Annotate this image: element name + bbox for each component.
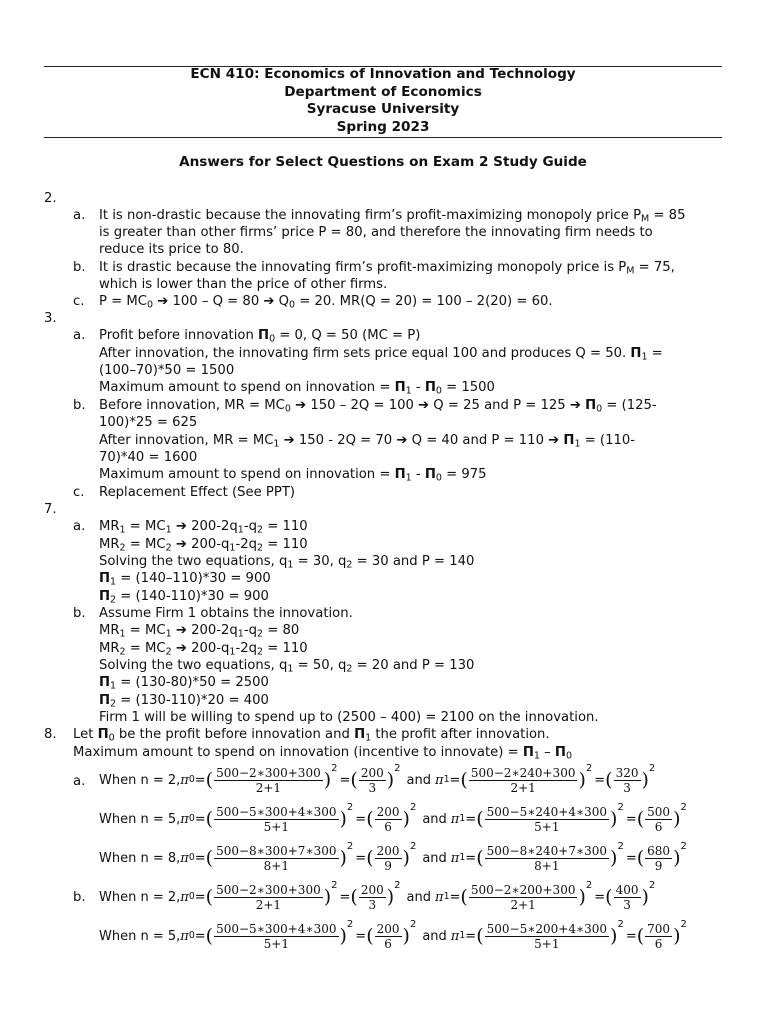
item-marker: b. xyxy=(73,606,86,621)
symbol: = xyxy=(465,928,477,944)
symbol: = xyxy=(194,772,206,788)
exponent: 2 xyxy=(648,762,656,774)
fraction xyxy=(214,883,323,912)
denominator: 2+1 xyxy=(255,897,282,912)
pi-symbol: π xyxy=(180,772,189,788)
numerator: 700 xyxy=(647,921,671,936)
answer-line: Before innovation, MR = $MC_0$ ➔ 150 – 2Q = 100 ➔ Q = 25 and P = 125 ➔ $\Pi_0 = (125-$ xyxy=(99,398,657,415)
answer-line: (100–70)*50 = 1500 xyxy=(99,363,235,378)
symbol: = xyxy=(194,889,206,905)
pi-symbol: π xyxy=(180,850,189,866)
item-marker: c. xyxy=(73,485,85,500)
denominator: 5+1 xyxy=(534,819,560,834)
item-marker: b. xyxy=(73,260,86,275)
term: Spring 2023 xyxy=(336,118,430,135)
answer-line: After innovation, MR = $MC_1$ ➔ 150 - 2Q = 70 ➔ Q = 40 and P = 110 ➔ $\Pi_1 = (110-$ xyxy=(99,433,636,450)
formula-row: When n = 2, π 0 = ( $\frac{500-2∗300+300}{2+1}$ ) 2 = ( $\frac{200}{3}$ ) 2 and π 1 = ( $\frac{500-2∗240+300}{2+1}$ ) 2 = ( $\frac{320}{3}$ ) 2 xyxy=(99,762,656,795)
answer-line: Maximum amount to spend on innovation = $\Pi_1 - \Pi_0 = 975$ xyxy=(99,467,487,484)
paren: ( xyxy=(636,847,645,869)
fraction xyxy=(645,844,672,873)
item-marker: a. xyxy=(73,774,86,789)
exponent: 2 xyxy=(409,918,417,930)
equation-line: $MR_1 = MC_1$ ➔ $200-2q_1-q_2 = 80$ xyxy=(99,623,300,640)
fraction xyxy=(485,844,609,873)
paren: ) xyxy=(578,886,586,908)
paren: ) xyxy=(641,769,649,791)
symbol: = xyxy=(194,850,206,866)
paren: ) xyxy=(402,847,410,869)
answer-line: Replacement Effect (See PPT) xyxy=(99,485,296,500)
fraction xyxy=(214,805,338,834)
denominator: 9 xyxy=(384,858,392,873)
fraction xyxy=(214,844,338,873)
symbol: = xyxy=(339,889,351,905)
exponent: 2 xyxy=(331,762,338,774)
fraction xyxy=(375,805,402,834)
paren: ( xyxy=(205,925,214,947)
formula-row: When n = 8, π 0 = ( $\frac{500-8∗300+7∗300}{8+1}$ ) 2 = ( $\frac{200}{9}$ ) 2 and π 1 = ( $\frac{500-8∗240+7∗300}{8+1}$ ) 2 = ( $\frac{680}{9}$ ) 2 xyxy=(99,840,687,873)
exponent: 2 xyxy=(346,918,354,930)
symbol: = xyxy=(449,772,461,788)
paren: ( xyxy=(205,769,214,791)
exponent: 2 xyxy=(346,840,354,852)
item-marker: a. xyxy=(73,519,86,534)
case-label: When n = 8, xyxy=(99,850,181,866)
paren: ( xyxy=(205,808,214,830)
and-word: and xyxy=(406,889,432,905)
answer-line: It is drastic because the innovating firm’s profit-maximizing monopoly price is $P_M = 75$, xyxy=(99,260,675,277)
paren: ) xyxy=(610,808,618,830)
paren: ) xyxy=(610,847,618,869)
pi-symbol: π xyxy=(180,889,189,905)
formula-row: When n = 2, π 0 = ( $\frac{500-2∗300+300}{2+1}$ ) 2 = ( $\frac{200}{3}$ ) 2 and π 1 = ( $\frac{500-2∗200+300}{2+1}$ ) 2 = ( $\frac{400}{3}$ ) 2 xyxy=(99,879,656,912)
paren: ( xyxy=(636,808,645,830)
question-number: 3. xyxy=(44,311,57,326)
answer-line: is greater than other firms’ price P = 80, and therefore the innovating firm needs to xyxy=(99,225,653,240)
exponent: 2 xyxy=(617,801,624,813)
fraction xyxy=(645,805,672,834)
numerator: 500−2∗240+300 xyxy=(470,765,576,780)
answer-line: which is lower than the price of other firms. xyxy=(99,277,388,292)
paren: ) xyxy=(673,925,681,947)
answer-line: After innovation, the innovating firm sets price equal 100 and produces Q = 50. $\Pi_1$ = xyxy=(99,346,663,363)
paren: ( xyxy=(476,808,484,830)
symbol: = xyxy=(625,928,637,944)
formula-row: When n = 5, π 0 = ( $\frac{500-5∗300+4∗300}{5+1}$ ) 2 = ( $\frac{200}{6}$ ) 2 and π 1 = ( $\frac{500-5∗240+4∗300}{5+1}$ ) 2 = ( $\frac{500}{6}$ ) 2 xyxy=(99,801,687,834)
equation-line: Solving the two equations, $q_1 = 50$, $q_2 = 20$ and P = 130 xyxy=(99,658,475,675)
exponent: 2 xyxy=(680,801,687,813)
paren: ( xyxy=(366,847,374,869)
equation-line: Solving the two equations, $q_1 = 30$, $q_2 = 30$ and P = 140 xyxy=(99,554,475,571)
pi-symbol: π xyxy=(180,811,189,827)
denominator: 5+1 xyxy=(534,936,560,951)
paren: ( xyxy=(476,847,484,869)
fraction xyxy=(359,766,386,795)
paren: ) xyxy=(402,808,410,830)
paren: ) xyxy=(339,847,347,869)
paren: ( xyxy=(460,886,468,908)
exponent: 2 xyxy=(617,840,624,852)
numerator: 500−5∗240+4∗300 xyxy=(486,804,608,819)
question-number: 7. xyxy=(44,502,57,517)
exponent: 2 xyxy=(585,879,593,891)
exponent: 2 xyxy=(617,918,624,930)
symbol: = xyxy=(355,928,367,944)
denominator: 9 xyxy=(654,858,663,873)
numerator: 680 xyxy=(647,843,671,858)
symbol: = xyxy=(339,772,351,788)
symbol: = xyxy=(355,850,367,866)
numerator: 500 xyxy=(647,804,671,819)
fraction xyxy=(485,922,609,951)
numerator: 200 xyxy=(376,843,400,858)
paren: ) xyxy=(610,925,618,947)
exponent: 2 xyxy=(346,801,354,813)
bottom-rule xyxy=(44,137,722,138)
denominator: 6 xyxy=(654,819,663,834)
denominator: 2+1 xyxy=(510,780,536,795)
item-marker: a. xyxy=(73,328,86,343)
fraction xyxy=(375,844,402,873)
fraction xyxy=(469,766,578,795)
numerator: 500−5∗300+4∗300 xyxy=(216,921,337,936)
answer-line: It is non-drastic because the innovating firm’s profit-maximizing monopoly price $P_M = 85$ xyxy=(99,208,686,225)
symbol: = xyxy=(355,811,367,827)
pi-symbol: π xyxy=(435,889,444,905)
symbol: = xyxy=(449,889,461,905)
item-marker: a. xyxy=(73,208,86,223)
pi-symbol: π xyxy=(450,928,460,944)
paren: ) xyxy=(323,769,332,791)
and-word: and xyxy=(422,811,447,827)
numerator: 500−8∗240+7∗300 xyxy=(486,843,608,858)
paren: ( xyxy=(605,886,613,908)
pi-symbol: π xyxy=(180,928,189,944)
denominator: 3 xyxy=(368,897,377,912)
symbol: = xyxy=(625,850,637,866)
equation-line: $\Pi_1 = (140-110)*30 = 900$ xyxy=(99,571,271,588)
question-number: 2. xyxy=(44,191,57,206)
numerator: 500−2∗300+300 xyxy=(216,882,321,897)
paren: ( xyxy=(350,886,358,908)
exponent: 2 xyxy=(680,918,687,930)
paren: ( xyxy=(350,769,358,791)
paren: ) xyxy=(323,886,332,908)
numerator: 200 xyxy=(376,921,400,936)
equation-line: $\Pi_2 = (140-110)*30 = 900$ xyxy=(99,589,269,606)
formula-row: When n = 5, π 0 = ( $\frac{500-5∗300+4∗300}{5+1}$ ) 2 = ( $\frac{200}{6}$ ) 2 and π 1 = ( $\frac{500-5∗200+4∗300}{5+1}$ ) 2 = ( $\frac{700}{6}$ ) 2 xyxy=(99,918,687,951)
numerator: 500−5∗300+4∗300 xyxy=(216,804,337,819)
symbol: = xyxy=(194,928,206,944)
denominator: 6 xyxy=(654,936,663,951)
and-word: and xyxy=(406,772,432,788)
paren: ) xyxy=(673,847,681,869)
denominator: 3 xyxy=(623,897,631,912)
equation-line: $MR_2 = MC_2$ ➔ $200-q_1-2q_2 = 110$ xyxy=(99,537,308,554)
exponent: 2 xyxy=(680,840,687,852)
denominator: 8+1 xyxy=(534,858,560,873)
exponent: 2 xyxy=(409,801,417,813)
exponent: 2 xyxy=(409,840,417,852)
equation-line: Maximum amount to spend on innovation (incentive to innovate) = $\Pi_1 - \Pi_0$ xyxy=(73,745,572,762)
symbol: = xyxy=(594,772,606,788)
exponent: 2 xyxy=(331,879,338,891)
paren: ) xyxy=(673,808,681,830)
case-label: When n = 5, xyxy=(99,928,181,944)
and-word: and xyxy=(422,928,447,944)
numerator: 500−5∗200+4∗300 xyxy=(486,921,608,936)
numerator: 500−2∗200+300 xyxy=(470,882,576,897)
equation-line: $MR_2 = MC_2$ ➔ $200-q_1-2q_2 = 110$ xyxy=(99,641,308,658)
equation-line: $\Pi_2 = (130-110)*20 = 400$ xyxy=(99,693,269,710)
paren: ( xyxy=(636,925,645,947)
answer-line: Maximum amount to spend on innovation = $\Pi_1 - \Pi_0 = 1500$ xyxy=(99,380,495,397)
numerator: 400 xyxy=(615,882,639,897)
paren: ( xyxy=(476,925,484,947)
symbol: = xyxy=(194,811,206,827)
denominator: 2+1 xyxy=(510,897,536,912)
item-marker: c. xyxy=(73,294,85,309)
pi-symbol: π xyxy=(450,850,460,866)
paren: ) xyxy=(339,808,347,830)
and-word: and xyxy=(422,850,447,866)
case-label: When n = 2, xyxy=(99,889,181,905)
equation-line: $MR_1 = MC_1$ ➔ $200-2q_1-q_2 = 110$ xyxy=(99,519,308,536)
paren: ) xyxy=(386,769,395,791)
fraction xyxy=(214,766,323,795)
equation-line: Let $\Pi_0$ be the profit before innovation and $\Pi_1$ the profit after innovation. xyxy=(73,727,550,744)
exponent: 2 xyxy=(394,762,401,774)
equation-line: $\Pi_1 = (130-80)*50 = 2500$ xyxy=(99,675,269,692)
symbol: = xyxy=(594,889,606,905)
pi-symbol: π xyxy=(450,811,460,827)
fraction xyxy=(469,883,578,912)
numerator: 200 xyxy=(376,804,400,819)
fraction xyxy=(359,883,386,912)
paren: ( xyxy=(366,808,374,830)
fraction xyxy=(485,805,609,834)
exponent: 2 xyxy=(648,879,656,891)
paren: ) xyxy=(578,769,586,791)
paren: ( xyxy=(205,886,214,908)
answer-line: Firm 1 will be willing to spend up to (2500 – 400) = 2100 on the innovation. xyxy=(99,710,599,725)
department: Department of Economics xyxy=(284,83,482,100)
paren: ( xyxy=(366,925,374,947)
answer-line: Assume Firm 1 obtains the innovation. xyxy=(99,606,353,621)
exponent: 2 xyxy=(585,762,593,774)
answer-line: 70)*40 = 1600 xyxy=(99,450,198,465)
item-marker: b. xyxy=(73,398,86,413)
numerator: 200 xyxy=(360,765,384,780)
paren: ( xyxy=(460,769,468,791)
numerator: 500−2∗300+300 xyxy=(216,765,321,780)
paren: ( xyxy=(205,847,214,869)
fraction xyxy=(375,922,402,951)
numerator: 320 xyxy=(615,765,639,780)
fraction xyxy=(214,922,338,951)
symbol: = xyxy=(625,811,637,827)
case-label: When n = 2, xyxy=(99,772,181,788)
pi-symbol: π xyxy=(435,772,444,788)
answer-line: reduce its price to 80. xyxy=(99,242,244,257)
denominator: 3 xyxy=(623,780,631,795)
paren: ( xyxy=(605,769,613,791)
denominator: 3 xyxy=(368,780,377,795)
denominator: 5+1 xyxy=(263,819,289,834)
exponent: 2 xyxy=(394,879,401,891)
numerator: 200 xyxy=(360,882,384,897)
symbol: = xyxy=(465,811,477,827)
answer-line: $P = MC_0$ ➔ 100 – Q = 80 ➔ $Q_0 = 20$. MR(Q = 20) = 100 – 2(20) = 60. xyxy=(99,294,553,311)
paren: ) xyxy=(386,886,395,908)
fraction xyxy=(614,883,641,912)
denominator: 8+1 xyxy=(263,858,289,873)
page-title: Answers for Select Questions on Exam 2 Study Guide xyxy=(179,154,587,170)
item-marker: b. xyxy=(73,890,86,905)
fraction xyxy=(614,766,641,795)
paren: ) xyxy=(339,925,347,947)
case-label: When n = 5, xyxy=(99,811,181,827)
numerator: 500−8∗300+7∗300 xyxy=(216,843,337,858)
fraction xyxy=(645,922,672,951)
denominator: 6 xyxy=(384,819,392,834)
question-number: 8. xyxy=(44,727,57,742)
symbol: = xyxy=(465,850,477,866)
paren: ) xyxy=(402,925,410,947)
course-title: ECN 410: Economics of Innovation and Technology xyxy=(190,66,576,82)
denominator: 2+1 xyxy=(255,780,282,795)
answer-line: 100)*25 = 625 xyxy=(99,415,198,430)
answer-line: Profit before innovation $\Pi_0 = 0$, Q = 50 (MC = P) xyxy=(99,328,421,345)
denominator: 6 xyxy=(384,936,392,951)
university: Syracuse University xyxy=(306,101,460,117)
denominator: 5+1 xyxy=(263,936,289,951)
paren: ) xyxy=(641,886,649,908)
